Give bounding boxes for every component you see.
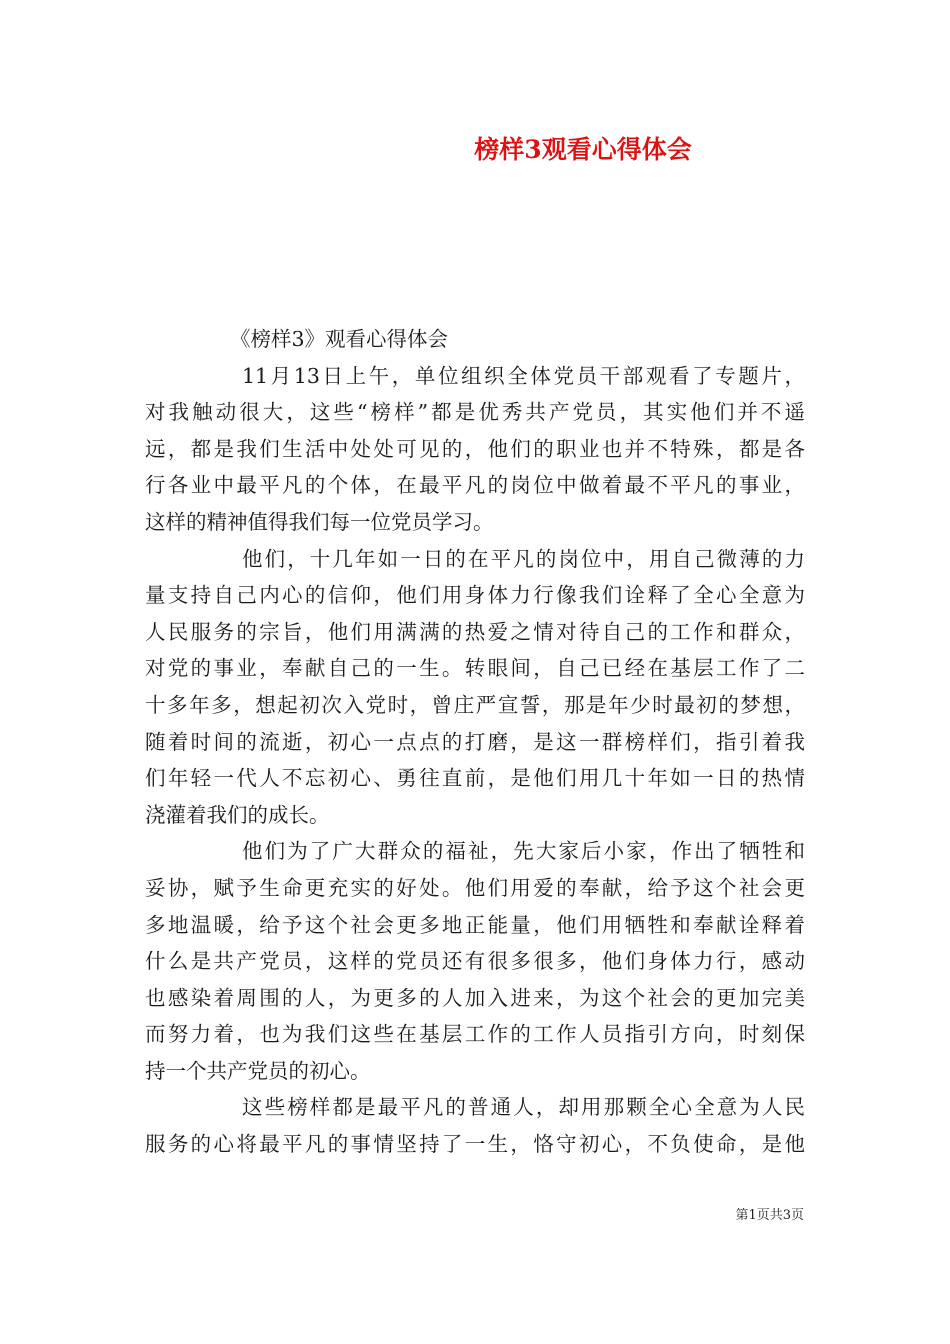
paragraph-line: 而努力着，也为我们这些在基层工作的工作人员指引方向，时刻保 (145, 1022, 805, 1047)
paragraph (145, 541, 805, 834)
paragraph-line: 这样的精神值得我们每一位党员学习。 (145, 509, 494, 534)
paragraph-line: 多地温暖，给予这个社会更多地正能量，他们用牺牲和奉献诠释着 (145, 912, 805, 937)
paragraph-line: 远，都是我们生活中处处可见的，他们的职业也并不特殊，都是各 (145, 436, 805, 461)
paragraph-line: 量支持自己内心的信仰，他们用身体力行像我们诠释了全心全意为 (145, 583, 805, 608)
paragraph-line: 他们为了广大群众的福祉，先大家后小家，作出了牺牲和 (242, 839, 805, 864)
paragraph (145, 833, 805, 1089)
document-subtitle: 《榜样3》观看心得体会 (230, 327, 449, 351)
paragraph-line: 对我触动很大，这些“榜样”都是优秀共产党员，其实他们并不遥 (145, 400, 805, 425)
paragraph-line: 这些榜样都是最平凡的普通人，却用那颗全心全意为人民 (242, 1095, 805, 1120)
paragraph-line: 持一个共产党员的初心。 (145, 1058, 371, 1083)
paragraph-line: 他们，十几年如一日的在平凡的岗位中，用自己微薄的力 (242, 546, 805, 571)
paragraph-list (145, 358, 805, 1163)
paragraph-line: 随着时间的流逝，初心一点点的打磨，是这一群榜样们，指引着我 (145, 729, 805, 754)
paragraph-line: 浇灌着我们的成长。 (145, 802, 330, 827)
page-number: 第1页共3页 (735, 1208, 804, 1223)
paragraph-line: 11月13日上午，单位组织全体党员干部观看了专题片， (242, 363, 805, 388)
paragraph-line: 妥协，赋予生命更充实的好处。他们用爱的奉献，给予这个社会更 (145, 875, 805, 900)
paragraph (145, 1089, 805, 1162)
paragraph-line: 十多年多，想起初次入党时，曾庄严宣誓，那是年少时最初的梦想， (145, 692, 805, 717)
paragraph-line: 人民服务的宗旨，他们用满满的热爱之情对待自己的工作和群众， (145, 619, 805, 644)
paragraph-line: 行各业中最平凡的个体，在最平凡的岗位中做着最不平凡的事业， (145, 473, 805, 498)
paragraph-line: 服务的心将最平凡的事情坚持了一生，恪守初心，不负使命，是他 (145, 1132, 805, 1157)
document-body (145, 321, 805, 1163)
paragraph (145, 358, 805, 541)
paragraph-line: 什么是共产党员，这样的党员还有很多很多，他们身体力行，感动 (145, 949, 805, 974)
document-title: 榜样3观看心得体会 (474, 135, 692, 164)
paragraph-line: 们年轻一代人不忘初心、勇往直前，是他们用几十年如一日的热情 (145, 766, 805, 791)
paragraph-line: 对党的事业，奉献自己的一生。转眼间，自己已经在基层工作了二 (145, 656, 805, 681)
paragraph-line: 也感染着周围的人，为更多的人加入进来，为这个社会的更加完美 (145, 985, 805, 1010)
